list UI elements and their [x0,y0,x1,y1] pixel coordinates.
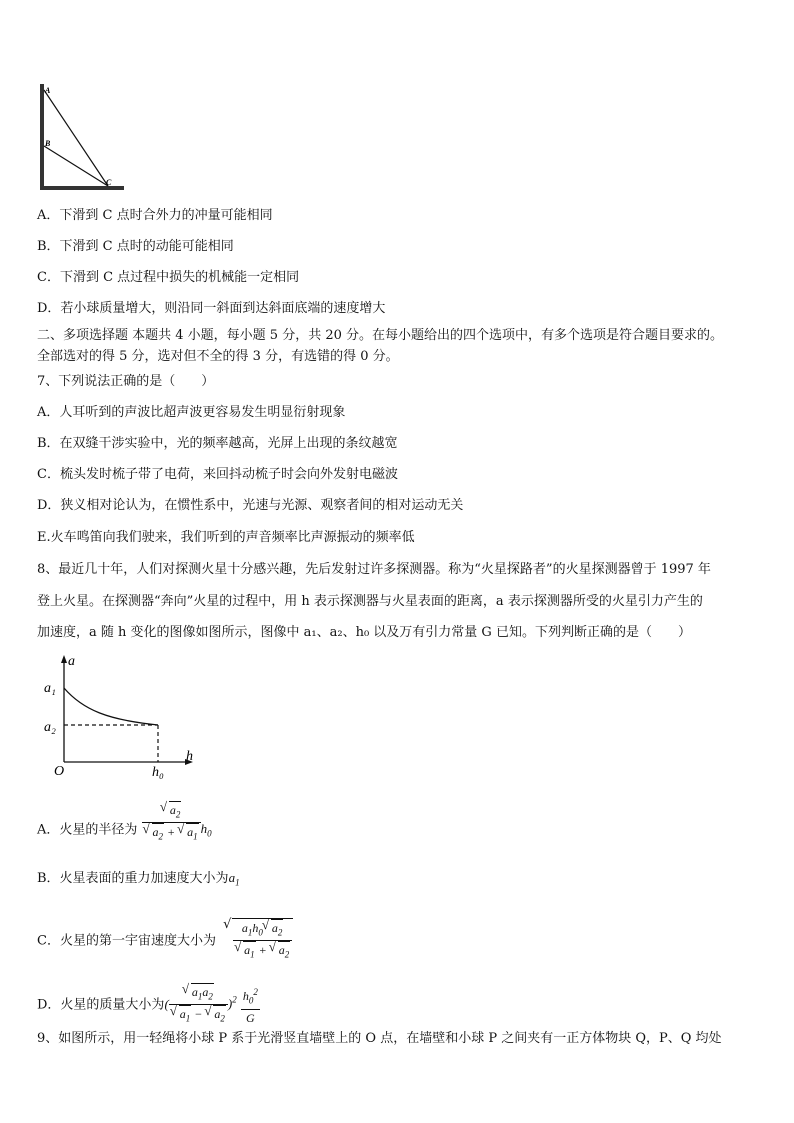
formula-radius: √ $a_2$ √ $a_2$ + √ $a_1$ [142,801,201,845]
q8-option-c-text: C．火星的第一宇宙速度大小为 [37,933,216,949]
q7-stem: 7、下列说法正确的是（ ） [37,374,215,389]
formula-gravity: $a_1$ [228,870,240,888]
section2-heading: 二、多项选择题 本题共 4 小题，每小题 5 分，共 20 分。在每小题给出的四个选项中，有多个选项是符合题目要求的。 [37,328,724,343]
q8-option-d: D．火星的质量大小为( √ $a_1a_2$ √ $a_1$ − √ $a_2$ )$^2$ $\frac{h_0^2}{G}$ [37,983,260,1027]
section2-scoring: 全部选对的得 5 分，选对但不全的得 3 分，有选错的得 0 分。 [37,349,399,364]
a2-label: a₂ [44,720,56,735]
q6-option-a: A．下滑到 C 点时合外力的冲量可能相同 [37,208,273,223]
q8-option-d-text: D．火星的质量大小为 [37,997,165,1013]
q7-option-e: E.火车鸣笛向我们驶来，我们听到的声音频率比声源振动的频率低 [37,530,415,545]
q8-option-b [37,869,240,892]
h0-label: h₀ [152,765,164,780]
q8-option-a-text: A．火星的半径为 [37,822,138,838]
q8-stem-line2: 登上火星。在探测器“奔向”火星的过程中，用 h 表示探测器与火星表面的距离，a 表示探测器所受的火星引力产生的 [37,594,703,609]
point-b-label: B [45,139,51,148]
point-a-label: A [45,86,51,95]
q8-option-c [37,918,293,963]
q6-option-b: B．下滑到 C 点时的动能可能相同 [37,239,234,254]
q8-option-a: A．火星的半径为 √ $a_2$ √ $a_2$ + √ $a_1$ $h_0$ [37,815,212,845]
q7-option-d: D．狭义相对论认为，在惯性系中，光速与光源、观察者间的相对运动无关 [37,498,464,513]
y-axis-label: a [68,654,75,669]
q7-option-a: A．人耳听到的声波比超声波更容易发生明显衍射现象 [37,405,346,420]
x-axis-label: h [186,749,193,764]
q7-option-b: B．在双缝干涉实验中，光的频率越高，光屏上出现的条纹越宽 [37,436,398,451]
formula-velocity: √ $a_1h_0√$ $a_2$ √ $a_1$ + √ $a_2$ [232,918,293,963]
q7-option-c: C．梳头发时梳子带了电荷，来回抖动梳子时会向外发射电磁波 [37,467,398,482]
q8-stem-line3: 加速度，a 随 h 变化的图像如图所示，图像中 a₁、a₂、h₀ 以及万有引力常量 G 已知。下列判断正确的是（ ） [37,625,691,640]
incline-diagram [36,82,126,194]
q8-option-b-text: B．火星表面的重力加速度大小为 [37,871,229,886]
origin-label: O [54,764,65,779]
q6-option-c: C．下滑到 C 点过程中损失的机械能一定相同 [37,270,300,285]
q6-option-d: D．若小球质量增大，则沿同一斜面到达斜面底端的速度增大 [37,301,386,316]
formula-mass: √ $a_1a_2$ √ $a_1$ − √ $a_2$ [169,983,228,1027]
q9-stem-line1: 9、如图所示，用一轻绳将小球 P 系于光滑竖直墙壁上的 O 点，在墙壁和小球 P 之间夹有一正方体物块 Q，P、Q 均处 [37,1031,722,1046]
a1-label: a₁ [44,681,56,696]
point-c-label: C [106,178,112,187]
a-h-graph [38,652,208,782]
q8-stem-line1: 8、最近几十年，人们对探测火星十分感兴趣，先后发射过许多探测器。称为“火星探路者”的火星探测器曾于 1997 年 [37,562,711,577]
